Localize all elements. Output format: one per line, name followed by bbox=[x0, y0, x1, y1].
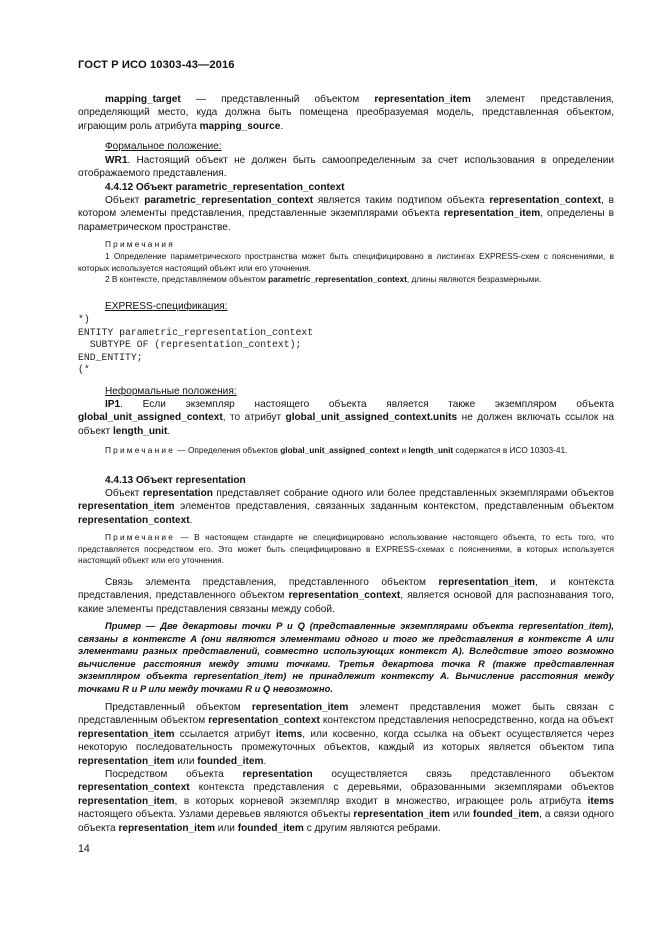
formal-proposition-heading: Формальное положение: bbox=[105, 141, 222, 152]
tree-paragraph: Посредством объекта representation осуществляется связь представленного объектом representation_context контекста представления с деревьями, образованными экземплярами объектов representation_item, в которых корневой экземпляр входит в множество, играющее роль атрибута items настоящего объекта. Узлами деревьев являются объекты representation_item или founded_item, а связи одного объекта representation_item или founded_item с другим являются ребрами. bbox=[78, 769, 615, 834]
term-mapping-target: mapping_target bbox=[105, 94, 181, 105]
note-representation: Примечание — В настоящем стандарте не специфицировано использование настоящего объекта, то есть того, что представляется посредством его. Это может быть специфицировано в EXPRESS-схемах с пояснениями, в которых используется настоящий объект или его уточнения. bbox=[78, 532, 614, 565]
notes-label: Примечания bbox=[105, 239, 175, 249]
informal-propositions-heading: Неформальные положения: bbox=[105, 386, 237, 397]
page-number: 14 bbox=[78, 843, 90, 855]
section-4-4-12-paragraph: Объект parametric_representation_context является таким подтипом объекта representation_context, в котором элементы представления, представленные экземплярами объекта representation_item, определены в параметрическом пространстве. bbox=[78, 195, 614, 233]
note-1: 1 Определение параметрического пространства может быть специфицировано в листингах EXPRESS-схем с пояснениями, в которых используется настоящий объект или его уточнения. bbox=[78, 251, 614, 273]
ip1-paragraph: IP1. Если экземпляр настоящего объекта является также экземпляром объекта global_unit_assigned_context, то атрибут global_unit_assigned_context.units не должен включать ссылок на объект length_unit. bbox=[78, 399, 614, 437]
wr1-paragraph: WR1. Настоящий объект не должен быть самоопределенным за счет использования в определении отображаемого представления. bbox=[78, 155, 614, 180]
express-code-block: *) ENTITY parametric_representation_context SUBTYPE OF (representation_context); END_ENTITY; (* bbox=[78, 314, 314, 376]
document-header: ГОСТ Р ИСО 10303-43—2016 bbox=[78, 59, 235, 71]
section-4-4-12-title: 4.4.12 Объект parametric_representation_context bbox=[105, 182, 345, 193]
representation-item-paragraph: Представленный объектом representation_item элемент представления может быть связан с представленным объектом representation_context контекстом представления непосредственно, когда на объект representation_item ссылается атрибут items, или косвенно, когда ссылка на объект осуществляется через некоторую последовательность промежуточных объектов, каждый из которых является объектом типа representation_item или founded_item. bbox=[78, 702, 615, 767]
section-4-4-13-paragraph: Объект representation представляет собрание одного или более представленных экземплярами объектов representation_item элементов представления, связанных заданным контекстом, представленным объектом representation_context. bbox=[78, 488, 614, 526]
section-4-4-13-title: 4.4.13 Объект representation bbox=[105, 475, 246, 486]
mapping-target-paragraph: mapping_target — представленный объектом representation_item элемент представления, определяющий место, куда должна быть помещена преобразуемая модель, представленная объектом, играющим роль атрибута mapping_source. bbox=[78, 94, 614, 132]
express-spec-heading: EXPRESS-спецификация: bbox=[105, 301, 228, 312]
note-length-unit: Примечание — Определения объектов global_unit_assigned_context и length_unit содержатся в ИСО 10303-41. bbox=[105, 445, 568, 455]
relation-paragraph: Связь элемента представления, представленного объектом representation_item, и контекста представления, представленного объектом representation_context, является основой для распознавания того, какие элементы представления связаны между собой. bbox=[78, 577, 615, 615]
note-2: 2 В контексте, представляемом объектом parametric_representation_context, длины являются безразмерными. bbox=[105, 274, 542, 284]
example-paragraph: Пример — Две декартовы точки P и Q (представленные экземплярами объекта representation_item), связаны в контексте A (они являются элементами одного и того же представления в контексте A или элементами разных представлений, совместно использующих контекст A). Вследствие этого возможно вычисление расстояния между этими точками. Третья декартова точка R (также представленная экземпляром объекта representation_item) не принадлежит контексту A. Вычисление расстояния между точками R и P или между точками R и Q невозможно. bbox=[78, 620, 614, 694]
